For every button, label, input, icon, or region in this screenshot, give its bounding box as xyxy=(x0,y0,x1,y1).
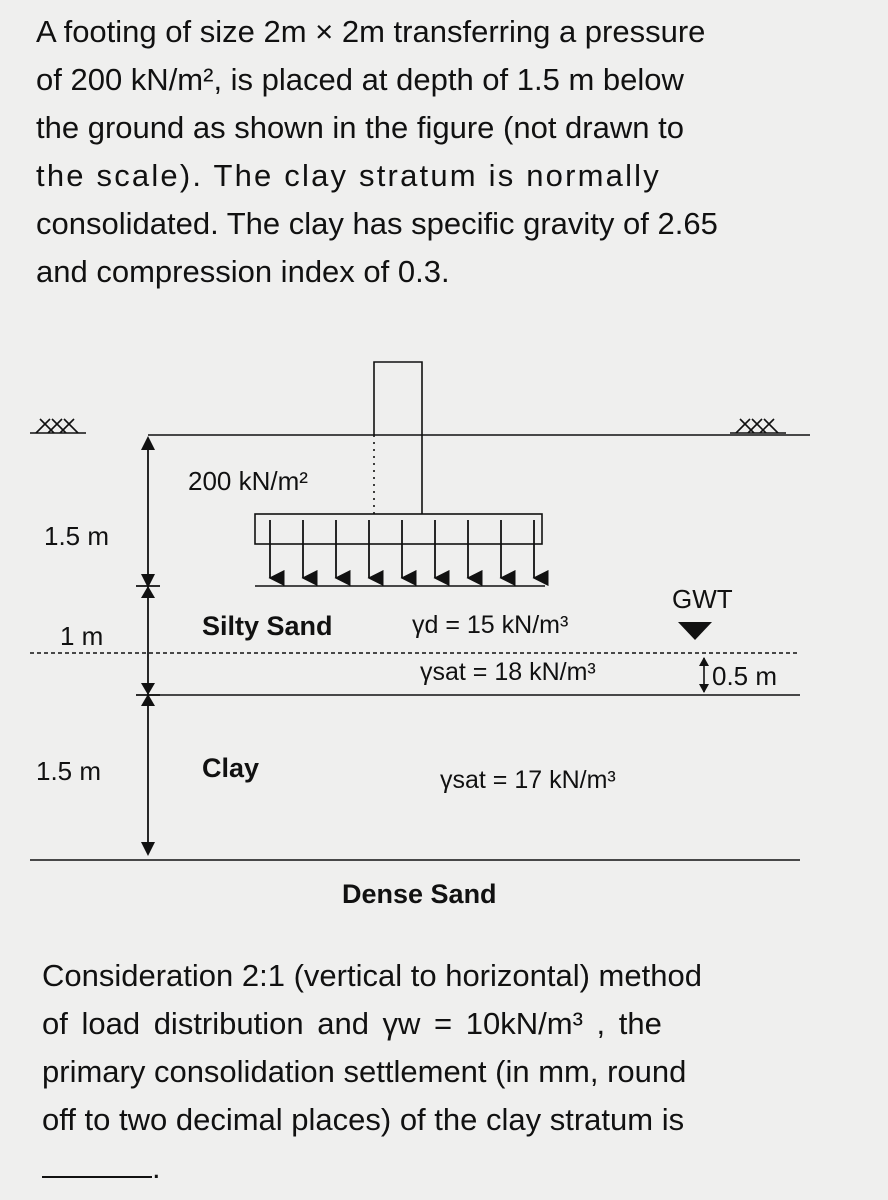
clay-label: Clay xyxy=(202,753,260,783)
gwt-triangle-icon xyxy=(678,622,712,640)
silty-sand-label: Silty Sand xyxy=(202,611,333,641)
tail-line-4: off to two decimal places) of the clay stratum is xyxy=(42,1102,685,1137)
answer-blank[interactable] xyxy=(42,1152,152,1178)
gwt-depth-dimension xyxy=(699,657,709,693)
clay-gamma-sat: γsat = 17 kN/m³ xyxy=(440,766,616,794)
footing-column xyxy=(374,362,422,514)
depth-dimension xyxy=(136,436,160,856)
intro-line-3: the ground as shown in the figure (not drawn to xyxy=(36,110,684,145)
silty-sand-gamma-d: γd = 15 kN/m³ xyxy=(412,611,569,639)
intro-line-4: the scale). The clay stratum is normally xyxy=(36,158,661,193)
gwt-label: GWT xyxy=(672,584,733,614)
ground-hatch-left xyxy=(30,419,86,433)
intro-line-2: of 200 kN/m², is placed at depth of 1.5 m below xyxy=(36,62,684,97)
depth-label-1: 1.5 m xyxy=(44,521,110,551)
silty-sand-gamma-sat: γsat = 18 kN/m³ xyxy=(420,658,596,686)
depth-label-2: 1 m xyxy=(60,621,104,651)
tail-line-3: primary consolidation settlement (in mm, round xyxy=(42,1054,687,1089)
answer-line xyxy=(42,1144,832,1192)
pressure-label: 200 kN/m² xyxy=(188,466,308,496)
answer-blank-period: . xyxy=(152,1150,161,1185)
gwt-depth-label: 0.5 m xyxy=(712,661,778,691)
footing-base xyxy=(255,514,542,544)
pressure-arrows xyxy=(270,520,534,578)
question-intro xyxy=(36,8,836,296)
dense-sand-label: Dense Sand xyxy=(342,879,497,909)
intro-line-1: A footing of size 2m × 2m transferring a pressure xyxy=(36,14,706,49)
question-tail xyxy=(42,952,832,1192)
intro-line-5: consolidated. The clay has specific gravity of 2.65 xyxy=(36,206,718,241)
intro-line-6: and compression index of 0.3. xyxy=(36,254,450,289)
tail-line-1: Consideration 2:1 (vertical to horizontal) method xyxy=(42,958,702,993)
soil-profile-diagram xyxy=(0,340,888,940)
depth-label-3: 1.5 m xyxy=(36,756,102,786)
tail-line-2: of load distribution and γw = 10kN/m³ , the xyxy=(42,1006,662,1041)
ground-hatch-right xyxy=(730,419,786,433)
